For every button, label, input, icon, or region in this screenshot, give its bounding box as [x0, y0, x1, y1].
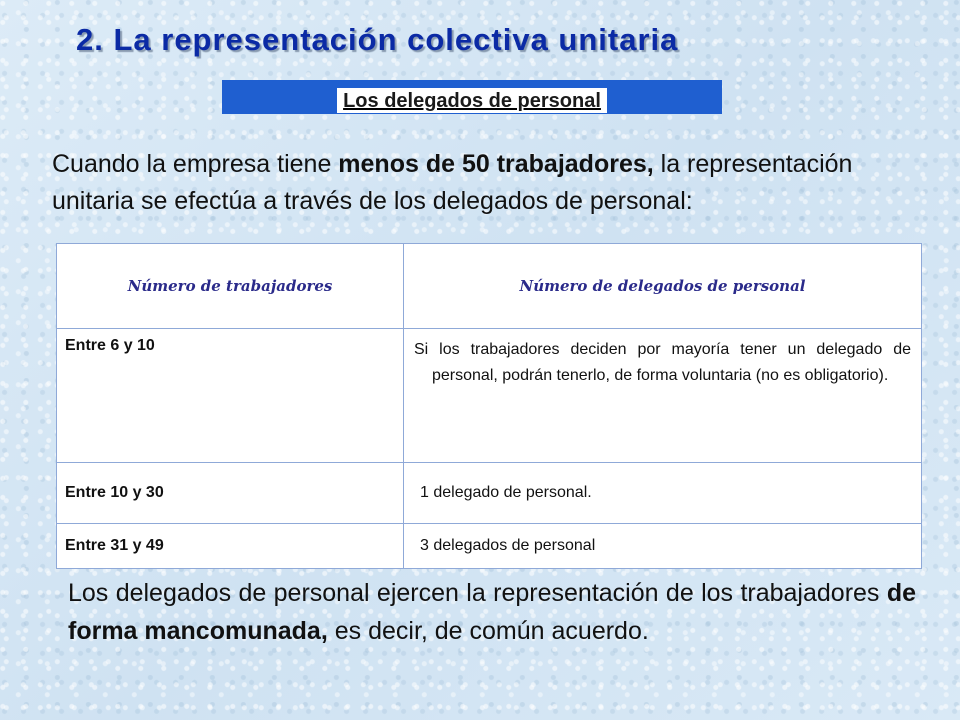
table-header-row — [57, 244, 922, 329]
cell-delegates-text: 1 delegado de personal. — [420, 484, 592, 501]
table-row — [57, 524, 922, 569]
table-row — [57, 329, 922, 463]
outro-text-before: Los delegados de personal ejercen la representación de los trabajadores — [68, 579, 887, 607]
cell-delegates — [404, 329, 922, 463]
header-delegates: Número de delegados de personal — [404, 244, 922, 329]
intro-text-after: la representación unitaria se efectúa a través de los delegados de personal: — [52, 150, 853, 215]
outro-text-bold: de forma mancomunada, — [68, 579, 916, 645]
subtitle-text: Los delegados de personal — [337, 88, 607, 113]
cell-workers: Entre 6 y 10 — [57, 329, 404, 463]
cell-delegates-text: Si los trabajadores deciden por mayoría tener un delegado de personal, podrán tenerlo, de forma voluntaria (no es obligatorio). — [414, 341, 911, 384]
slide-title: 2. La representación colectiva unitaria — [76, 22, 679, 57]
header-workers: Número de trabajadores — [57, 244, 404, 329]
delegates-table — [56, 243, 922, 569]
subtitle-banner — [222, 80, 722, 114]
cell-delegates-text: 3 delegados de personal — [420, 537, 596, 554]
outro-paragraph — [68, 574, 916, 650]
cell-workers: Entre 10 y 30 — [57, 463, 404, 524]
table-row — [57, 463, 922, 524]
cell-delegates — [404, 524, 922, 569]
cell-workers: Entre 31 y 49 — [57, 524, 404, 569]
outro-text-after: es decir, de común acuerdo. — [327, 617, 649, 645]
intro-text-before: Cuando la empresa tiene — [52, 150, 339, 178]
intro-paragraph — [52, 146, 912, 238]
cell-delegates — [404, 463, 922, 524]
intro-text-bold: menos de 50 trabajadores, — [338, 150, 654, 178]
